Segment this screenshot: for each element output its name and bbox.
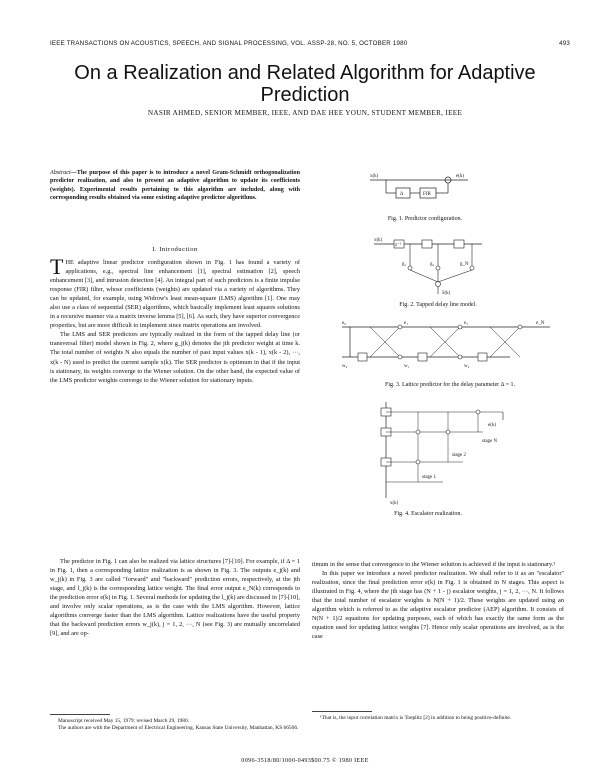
page-number: 493 [559, 40, 570, 47]
fig2-label-delay: z⁻¹ [395, 243, 402, 248]
intro-paragraph-3: The predictor in Fig. 1 can also be realized via lattice structures [7]-[10]. For example, if Δ = 1 in Fig. 1, then a corresponding lattice realization is as shown in Fig. 3. The outputs e_j(k) and w_j(k) in Fig. 3 are called "forward" and "backward" prediction errors, respectively, at the jth stage, and l_j(k) is the corresponding lattice weight. The final error output e_N(k) corresponds to the prediction error e(k) in Fig. 1. Several methods for updating the l_j(k) are discussed in [7]-[10], and involve only scalar operations, as is the case with the LMS algorithm. However, lattice algorithms converge faster than the LMS algorithm. Lattice realizations have the useful property that the backward prediction errors w_j(k), j = 1, 2, ···, N (see Fig. 3) are mutually uncorrelated [9], and are op- [50, 558, 300, 638]
footnote-rule-right [312, 711, 372, 712]
section-heading: I. Introduction [152, 246, 198, 253]
fig2-label-input: x(k) [374, 238, 383, 243]
manuscript-note: Manuscript received May 15, 1979; revised March 29, 1980. [58, 718, 189, 724]
drop-cap: T [50, 254, 64, 279]
column-right-bottom [312, 560, 564, 641]
fig4-label-stage1: stage 1 [422, 475, 437, 480]
journal-line: IEEE TRANSACTIONS ON ACOUSTICS, SPEECH, AND SIGNAL PROCESSING, VOL. ASSP-28, NO. 5, OCTOBER 1980 [50, 40, 408, 47]
figure-3-caption: Fig. 3. Lattice predictor for the delay parameter Δ = 1. [384, 382, 516, 388]
fig4-label-output: e(k) [488, 423, 497, 428]
affiliation-note: The authors are with the Department of Electrical Engineering, Kansas State University, Manhattan, KS 66506. [58, 725, 299, 731]
column-left-bottom [50, 557, 300, 638]
footnote-rule-left [50, 714, 110, 715]
fig3-label-eN: e_N [536, 321, 545, 326]
fig2-label-output: x̂(k) [442, 291, 451, 296]
figure-1-caption: Fig. 1. Predictor configuration. [387, 216, 463, 222]
running-header [50, 40, 570, 47]
fig2-label-gN: g_N [460, 262, 469, 267]
fig3-label-w2: w₂ [464, 364, 470, 369]
fig4-label-input: x(k) [390, 501, 399, 506]
fig1-label-input: x(k) [370, 174, 379, 179]
abstract-label: Abstract [50, 170, 71, 176]
figure-3-diagram [340, 317, 560, 373]
intro-paragraph-1: THE adaptive linear predictor configuration shown in Fig. 1 has found a variety of applications, e.g., spectral line enhancement [1], spectral estimation [2], speech enhancement [3], and intrusion detection [4]. An integral part of such predictors is a finite impulse response (FIR) filter, whose coefficients (weights) are updated via a variety of algorithms. They can be updated, for example, using Widrow's least mean-square (LMS) algorithm [1]. One may also use a class of sequential (SER) algorithms, which basically implement least squares solutions in a recursive manner via a matrix inverse lemma [5], [6]. As such, they have superior convergence properties, but are more difficult to implement since matrix operations are involved. [50, 254, 300, 330]
paper-title: On a Realization and Related Algorithm for Adaptive Prediction [74, 62, 536, 106]
column-left-top [50, 254, 300, 385]
figure-4-caption: Fig. 4. Escalator realization. [394, 511, 462, 517]
intro-paragraph-5: In this paper we introduce a novel predictor realization. We shall refer to it as an "escalator" realization, since the final prediction error e(k) in Fig. 1 is obtained in N stages. This aspect is illustrated in Fig. 4, where the jth stage has (N + 1 - j) escalator weights, j = 1, 2, ···, N. It follows that the total number of escalator weights is N(N + 1)/2. These weights are updated using an algorithm which is referred to as the adaptive escalator predictor (AEP) algorithm. It consists of N(N + 1)/2 equations for updating purposes, each of which has exactly the same form as the equation used for updating lattice weights [7]. Hence only scalar operations are involved, as is the case [312, 570, 564, 641]
fig4-label-stage2: stage 2 [452, 453, 467, 458]
fig3-label-w0: w₀ [342, 364, 348, 369]
fig3-label-e0: e₀ [342, 321, 346, 326]
figure-4-diagram [378, 398, 518, 508]
fig2-label-g1: g₁ [402, 262, 407, 267]
footnote-right [312, 715, 564, 722]
intro-paragraph-4: timum in the sense that convergence to the Wiener solution is achieved if the input is stationary.¹ [312, 561, 556, 568]
author-line: NASIR AHMED, SENIOR MEMBER, IEEE, AND DAE HEE YOUN, STUDENT MEMBER, IEEE [147, 109, 463, 117]
abstract: Abstract—The purpose of this paper is to introduce a novel Gram-Schmidt orthogonalization predictor realization, and also to present an adaptive algorithm to update its coefficients (weights). Experimental results pertaining to this algorithm are included, along with corresponding results obtained via some existing adaptive predictor algorithms. [50, 170, 300, 202]
figure-1-diagram [368, 170, 478, 210]
toeplitz-note: ¹That is, the input correlation matrix is Toeplitz [2] in addition to being positive-definite. [320, 715, 512, 721]
fig3-label-e2: e₂ [464, 321, 468, 326]
fig1-label-error: e(k) [456, 174, 465, 179]
copyright-footer: 0096-3518/80/1000-0493$00.75 © 1980 IEEE [241, 757, 369, 764]
figure-2-caption: Fig. 2. Tapped delay line model. [399, 302, 477, 308]
fig4-label-stageN: stage N [482, 439, 498, 444]
fig1-label-fir: FIR [423, 192, 431, 197]
footnote-left [50, 718, 300, 732]
figure-2-diagram [372, 236, 492, 298]
fig2-label-g2: g₂ [430, 262, 435, 267]
fig3-label-e1: e₁ [404, 321, 408, 326]
fig1-label-delay: Δ [400, 192, 404, 197]
fig3-label-w1: w₁ [404, 364, 410, 369]
intro-paragraph-2: The LMS and SER predictors are typically realized in the form of the tapped delay line (or transversal filter) model shown in Fig. 2, where g_j(k) denotes the jth predictor weight at time k. The total number of weights N also equals the number of past input values x(k - 1), x(k - 2), ···, x(k - N) used to predict the current sample x(k). The SER predictor is optimum in that if the input is stationary, its weights converge to the Wiener solution. On the other hand, the expected value of the LMS predictor weights converge to the Wiener solution for stationary inputs. [50, 331, 300, 384]
abstract-text: The purpose of this paper is to introduce a novel Gram-Schmidt orthogonalization predictor realization, and also to present an adaptive algorithm to update its coefficients (weights). Experimental results pertaining to this algorithm are included, along with corresponding results obtained via some existing adaptive predictor algorithms. [50, 170, 300, 202]
